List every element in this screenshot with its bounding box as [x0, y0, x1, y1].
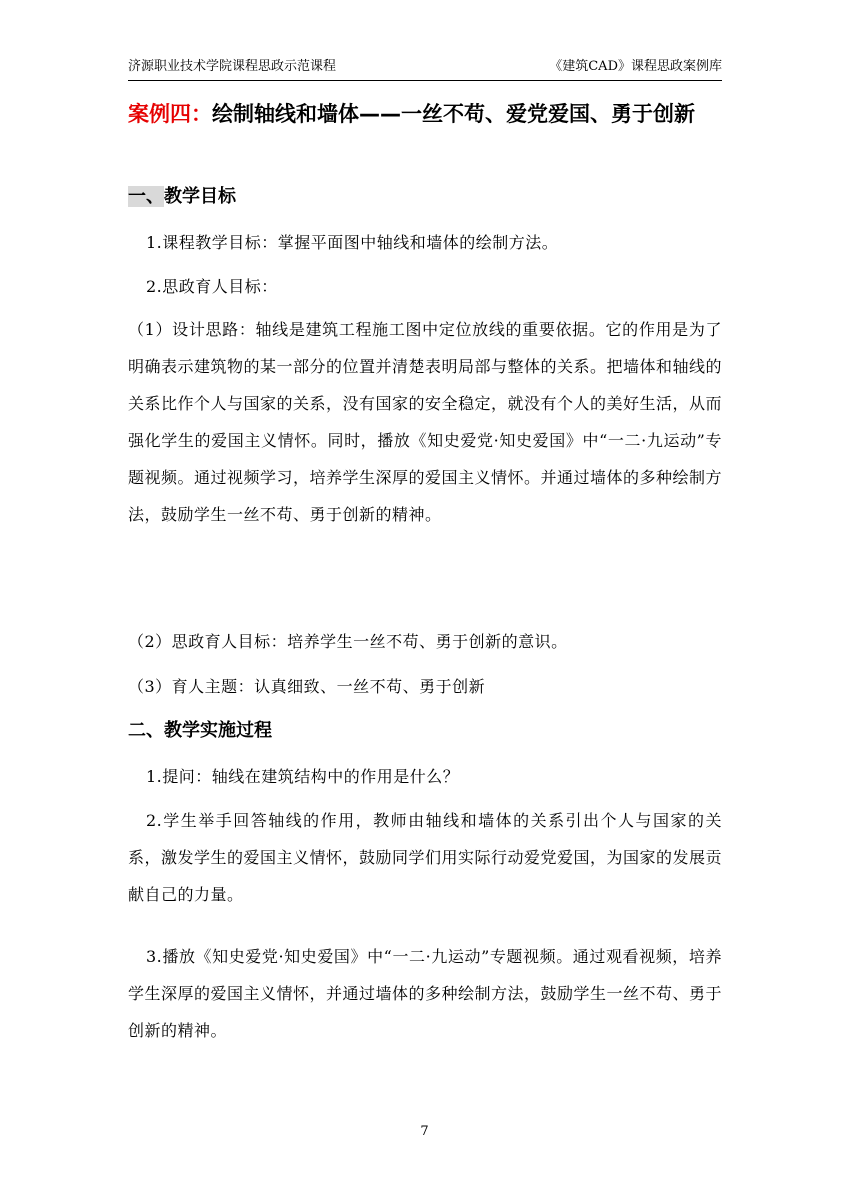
- section-heading-number: 一、: [128, 186, 164, 207]
- case-title-text: 绘制轴线和墙体——一丝不苟、爱党爱国、勇于创新: [212, 102, 695, 126]
- design-idea-paragraph: （1）设计思路：轴线是建筑工程施工图中定位放线的重要依据。它的作用是为了明确表示建筑物的某一部分的位置并清楚表明局部与整体的关系。把墙体和轴线的关系比作个人与国家的关系，没有国家的安全稳定，就没有个人的美好生活，从而强化学生的爱国主义情怀。同时，播放《知史爱党·知史爱国》中“一二·九运动”专题视频。通过视频学习，培养学生深厚的爱国主义情怀。并通过墙体的多种绘制方法，鼓励学生一丝不苟、勇于创新的精神。: [128, 320, 723, 524]
- section-heading-label: 教学目标: [164, 186, 236, 207]
- case-title-prefix: 案例四：: [128, 102, 212, 126]
- header-institution: 济源职业技术学院课程思政示范课程: [128, 59, 337, 74]
- section-heading-process: 二、教学实施过程: [128, 720, 272, 741]
- header-course-library: 《建筑CAD》课程思政案例库: [549, 59, 722, 74]
- process-step-2: 2.学生举手回答轴线的作用，教师由轴线和墙体的关系引出个人与国家的关系，激发学生的爱国主义情怀，鼓励同学们用实际行动爱党爱国，为国家的发展贡献自己的力量。: [128, 811, 723, 904]
- page-header: [128, 58, 722, 81]
- section-heading-objectives: [128, 184, 236, 210]
- education-theme: （3）育人主题：认真细致、一丝不苟、勇于创新: [128, 677, 486, 696]
- objective-course: 1.课程教学目标：掌握平面图中轴线和墙体的绘制方法。: [146, 233, 559, 252]
- case-title: [128, 88, 728, 141]
- page-number: 7: [420, 1124, 429, 1139]
- process-step-3: 3.播放《知史爱党·知史爱国》中“一二·九运动”专题视频。通过观看视频，培养学生深厚的爱国主义情怀，并通过墙体的多种绘制方法，鼓励学生一丝不苟、勇于创新的精神。: [128, 947, 723, 1040]
- process-step-1: 1.提问：轴线在建筑结构中的作用是什么？: [146, 767, 460, 786]
- ideological-goal: （2）思政育人目标：培养学生一丝不苟、勇于创新的意识。: [128, 632, 568, 651]
- objective-ideological: 2.思政育人目标：: [146, 277, 278, 296]
